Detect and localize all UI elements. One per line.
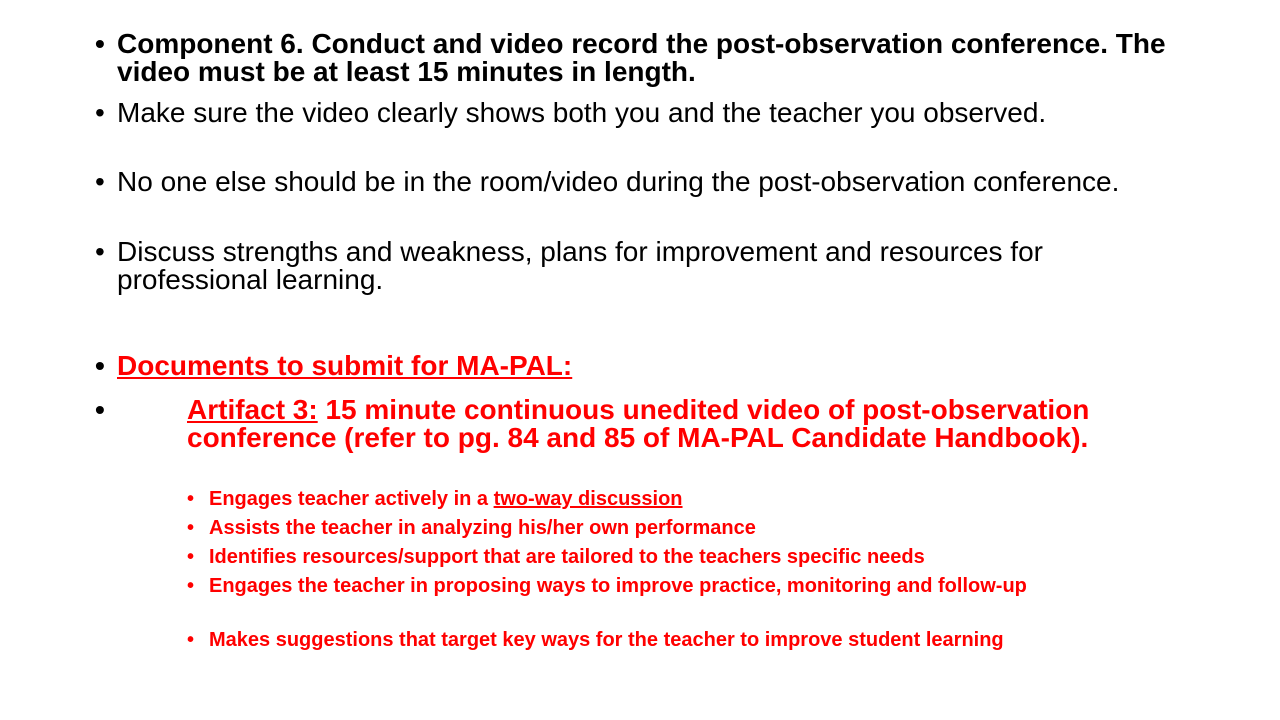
bullet-component-6 — [95, 30, 1185, 86]
bullet-text: Discuss strengths and weakness, plans for improvement and resources for professional learning. — [117, 236, 1043, 295]
bullet-text: No one else should be in the room/video during the post-observation conference. — [117, 166, 1120, 197]
sub-bullet-dot: • — [187, 517, 195, 539]
sub-bullet-text — [209, 489, 1197, 509]
sub-bullet-suggestions — [187, 630, 1197, 650]
sub-bullet-engages-proposing — [187, 576, 1197, 596]
bullet-text: Component 6. Conduct and video record the post-observation conference. The video must be at least 15 minutes in length. — [117, 28, 1166, 87]
sub-bullet-dot: • — [187, 575, 195, 597]
bullet-dot: • — [95, 236, 105, 267]
bullet-dot: • — [95, 166, 105, 197]
bullet-dot: • — [95, 97, 105, 128]
sub-bullet-text: Makes suggestions that target key ways for the teacher to improve student learning — [209, 629, 1004, 651]
bullet-no-one-else — [95, 168, 1185, 196]
artifact-label: Artifact 3: — [187, 394, 318, 425]
sub-bullet-text: Engages the teacher in proposing ways to improve practice, monitoring and follow-up — [209, 575, 1027, 597]
artifact-description: 15 minute continuous unedited video of post-observation conference (refer to pg. 84 and 85 of MA-PAL Candidate Handbook). — [187, 394, 1090, 453]
artifact-text — [187, 396, 1185, 452]
sub-bullet-assists — [187, 518, 1197, 538]
sub-bullet-identifies — [187, 547, 1197, 567]
bullet-text: Make sure the video clearly shows both you and the teacher you observed. — [117, 97, 1047, 128]
documents-heading — [95, 352, 1185, 380]
sub-bullet-text: Assists the teacher in analyzing his/her own performance — [209, 517, 756, 539]
sub-bullet-prefix: Engages teacher actively in a — [209, 488, 494, 510]
artifact-3 — [95, 396, 1185, 452]
two-way-discussion-link[interactable]: two-way discussion — [493, 488, 683, 510]
bullet-dot: • — [95, 350, 105, 381]
bullet-discuss — [95, 238, 1185, 294]
sub-bullet-dot: • — [187, 629, 195, 651]
sub-bullet-dot: • — [187, 488, 195, 510]
bullet-dot: • — [95, 394, 105, 425]
sub-bullet-text: Identifies resources/support that are tailored to the teachers specific needs — [209, 546, 925, 568]
bullet-dot: • — [95, 28, 105, 59]
sub-bullet-dot: • — [187, 546, 195, 568]
sub-bullet-two-way — [187, 489, 1197, 509]
bullet-video-shows — [95, 99, 1185, 127]
documents-heading-text: Documents to submit for MA-PAL: — [117, 350, 573, 381]
